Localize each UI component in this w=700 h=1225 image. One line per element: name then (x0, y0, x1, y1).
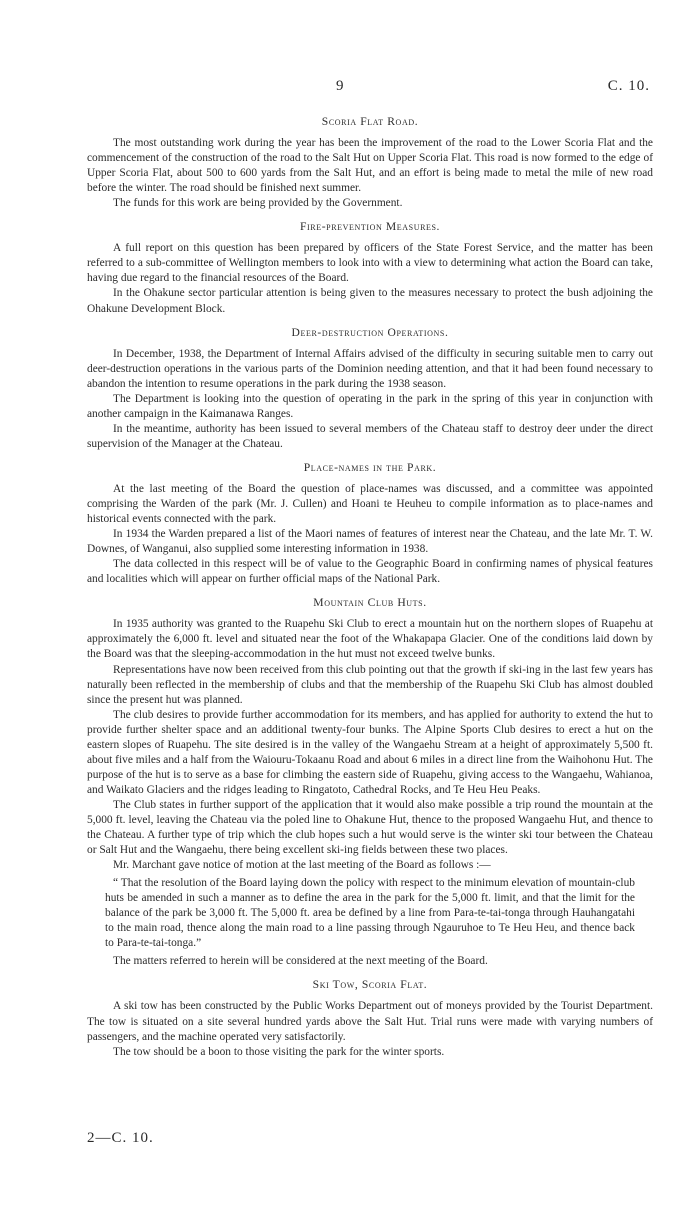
paragraph: The funds for this work are being provided by the Government. (113, 197, 403, 210)
paragraph: The club desires to provide further accommodation for its members, and has applied for authority to extend the hut to provide further shelter space and an additional twenty-four bunks. The Alpine Sports Club desires to erect a hut on the eastern slopes of Ruapehu. The site desired is in the valley of the Wangaehu Stream at a height of approximately 5,500 ft. about five miles and a half from the Waiouru-Tokaanu Road and about 6 miles in a direct line from the Waihohonu Hut. The purpose of the hut is to serve as a base for climbing the eastern side of Ruapehu, giving access to the Wangaehu, Wahianoa, and Waikato Glaciers and the ridges leading to Ringatoto, Cathedral Rocks, and Te Heu Heu Peaks. (87, 708, 653, 796)
paragraph: The most outstanding work during the year has been the improvement of the road to the Lower Scoria Flat and the commencement of the construction of the road to the Salt Hut on Upper Scoria Flat. This road is now formed to the edge of Upper Scoria Flat, about 500 to 600 yards from the Salt Hut, and an effort is being made to metal the mile of new road before the winter. The road should be finished next summer. (87, 137, 653, 195)
page-header (0, 78, 700, 98)
paragraph: In the meantime, authority has been issued to several members of the Chateau staff to destroy deer under the direct supervision of the Manager at the Chateau. (87, 422, 653, 450)
paragraph: The matters referred to herein will be considered at the next meeting of the Board. (113, 955, 488, 968)
section-heading: Deer-destruction Operations. (291, 325, 449, 339)
section-heading: Scoria Flat Road. (321, 115, 419, 128)
paragraph: The tow should be a boon to those visiting the park for the winter sports. (113, 1045, 445, 1058)
motion-quote: “ That the resolution of the Board laying down the policy with respect to the minimum elevation of mountain-club huts be amended in such a manner as to define the area in the park for the 5,000 ft. limit, and that the limit for the balance of the park be 3,000 ft. The 5,000 ft. area be defined by a line from Para-te-tai-tonga through Hauhangatahi to the main road, thence along the main road to a line passing through Ngauruhoe to Te Heu Heu, and thence back to Para-te-tai-tonga.” (105, 877, 635, 950)
paragraph: In December, 1938, the Department of Internal Affairs advised of the difficulty in securing suitable men to carry out deer-destruction operations in the various parts of the Dominion needing attention, and that it had been found necessary to abandon the intention to resume operations in the park during the 1938 season. (87, 347, 653, 390)
paragraph: In the Ohakune sector particular attention is being given to the measures necessary to protect the bush adjoining the Ohakune Development Block. (87, 287, 653, 315)
paragraph: At the last meeting of the Board the question of place-names was discussed, and a committee was appointed comprising the Warden of the park (Mr. J. Cullen) and Hoani te Heuheu to compile information as to place-names and historical events connected with the park. (87, 482, 653, 526)
paragraph: The data collected in this respect will be of value to the Geographic Board in confirming names of physical features and localities which will appear on further official maps of the National Park. (87, 558, 653, 586)
paragraph: A full report on this question has been prepared by officers of the State Forest Service, and the matter has been referred to a sub-committee of Wellington members to look into with a view to determining what action the Board can take, having due regard to the financial resources of the Board. (87, 242, 653, 285)
section-ski-tow (87, 977, 653, 1059)
section-heading: Ski Tow, Scoria Flat. (312, 978, 428, 992)
section-scoria-flat-road (87, 114, 653, 211)
section-heading: Fire-prevention Measures. (299, 220, 441, 234)
paragraph: Representations have now been received from this club pointing out that the growth if ski-ing in the last few years has naturally been reflected in the membership of clubs and that the membership of the Ruapehu Ski Club has almost doubled since the present hut was planned. (87, 663, 653, 706)
page-number: 9 (336, 78, 344, 94)
page-body (87, 110, 653, 1068)
paragraph: Mr. Marchant gave notice of motion at the last meeting of the Board as follows :— (113, 859, 491, 872)
paragraph: The Department is looking into the question of operating in the park in the spring of this year in conjunction with another campaign in the Kaimanawa Ranges. (87, 392, 653, 420)
section-place-names (87, 460, 653, 587)
paragraph: In 1934 the Warden prepared a list of the Maori names of features of interest near the Chateau, and the late Mr. T. W. Downes, of Wanganui, also supplied some interesting information in 1938. (87, 528, 653, 556)
document-reference: C. 10. (607, 78, 650, 94)
paragraph: In 1935 authority was granted to the Ruapehu Ski Club to erect a mountain hut on the northern slopes of Ruapehu at approximately the 6,000 ft. level and situated near the foot of the Whakapapa Glacier. One of the conditions laid down by the Board was that the sleeping-accommodation in the hut must not exceed twelve bunks. (87, 618, 653, 661)
section-fire-prevention (87, 219, 653, 316)
footer-reference: 2—C. 10. (87, 1130, 154, 1146)
paragraph: The Club states in further support of the application that it would also make possible a trip round the mountain at the 5,000 ft. level, leaving the Chateau via the poled line to Ohakune Hut, thence to the proposed Wangaehu Hut, and thence to the Chateau. A further type of trip which the club hopes such a hut would serve is the winter ski tour between the Chateau or Salt Hut and the Wangaehu, there being excellent ski-ing fields between these two places. (87, 798, 653, 857)
section-heading: Mountain Club Huts. (313, 596, 427, 610)
section-heading: Place-names in the Park. (303, 460, 437, 474)
section-mountain-club-huts (87, 595, 653, 969)
section-deer-destruction (87, 325, 653, 452)
paragraph: A ski tow has been constructed by the Public Works Department out of moneys provided by the Tourist Department. The tow is situated on a site several hundred yards above the Salt Hut. Trial runs were made with varying numbers of passengers, and the machine operated very satisfactorily. (87, 1000, 653, 1043)
